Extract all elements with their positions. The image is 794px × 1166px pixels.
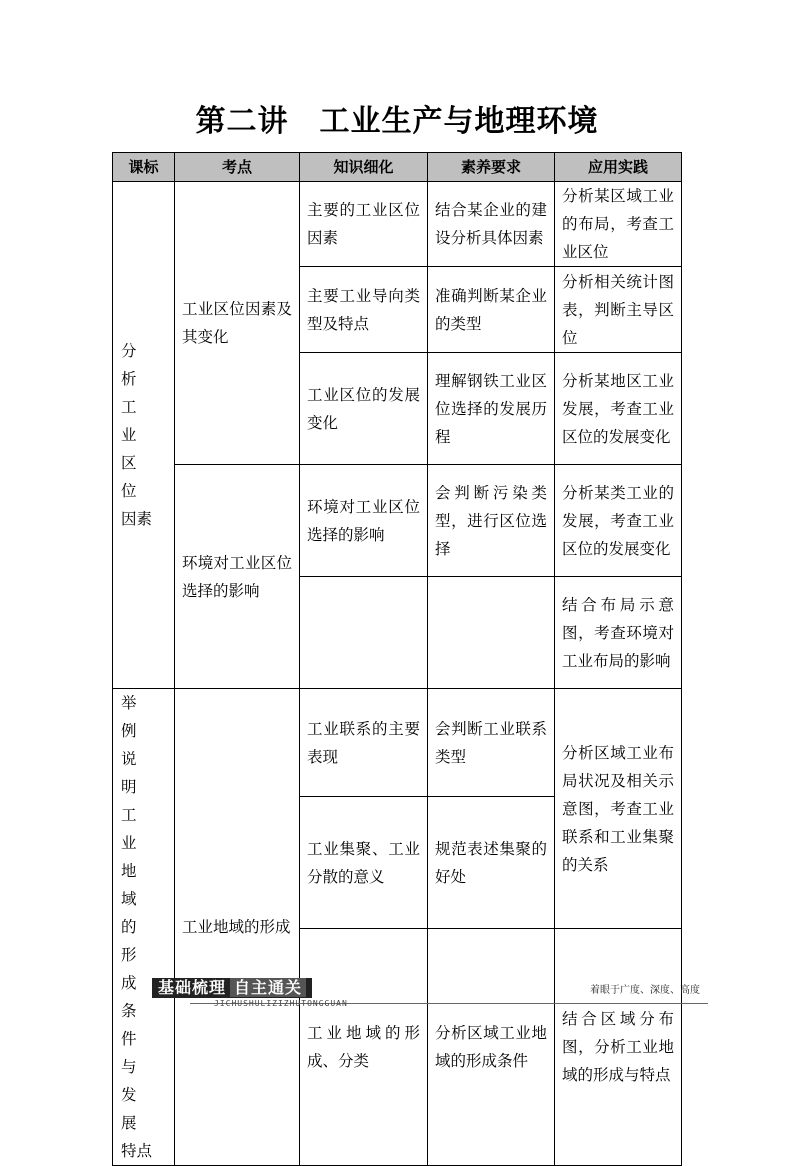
course-standard-cell: 分 析 工 业 区 位 因素	[113, 182, 175, 689]
practice-cell: 结合布局示意图，考查环境对工业布局的影响	[555, 577, 682, 689]
table-row	[113, 182, 682, 267]
literacy-cell: 准确判断某企业的类型	[428, 267, 555, 353]
header-cell: 知识细化	[300, 153, 428, 182]
banner-label	[152, 978, 312, 998]
knowledge-cell: 工业区位的发展变化	[300, 353, 428, 465]
exam-point-cell: 环境对工业区位选择的影响	[175, 465, 300, 689]
literacy-cell: 分析区域工业地域的形成条件	[428, 929, 555, 1166]
practice-cell: 分析某地区工业发展，考查工业区位的发展变化	[555, 353, 682, 465]
knowledge-cell: 工业联系的主要表现	[300, 689, 428, 797]
table-row	[113, 689, 682, 797]
practice-cell: 分析某类工业的发展，考查工业区位的发展变化	[555, 465, 682, 577]
literacy-cell: 会判断污染类型，进行区位选择	[428, 465, 555, 577]
knowledge-cell	[300, 577, 428, 689]
literacy-cell	[428, 577, 555, 689]
literacy-cell: 会判断工业联系类型	[428, 689, 555, 797]
practice-cell: 结合区域分布图，分析工业地域的形成与特点	[555, 929, 682, 1166]
knowledge-cell: 工业地域的形成、分类	[300, 929, 428, 1166]
banner-main-text: 基础梳理	[158, 978, 227, 997]
banner-sub-text: 自主通关	[230, 978, 306, 997]
header-cell: 考点	[175, 153, 300, 182]
page-title: 第二讲 工业生产与地理环境	[195, 104, 599, 139]
header-cell: 素养要求	[428, 153, 555, 182]
practice-cell: 分析某区域工业的布局，考查工业区位	[555, 182, 682, 267]
section-banner	[152, 976, 708, 1008]
header-cell: 课标	[113, 153, 175, 182]
practice-cell: 分析区域工业布局状况及相关示意图，考查工业联系和工业集聚的关系	[555, 689, 682, 929]
literacy-cell: 理解钢铁工业区位选择的发展历程	[428, 353, 555, 465]
banner-pinyin: JICHUSHULIZIZHUTONGGUAN	[214, 999, 348, 1008]
knowledge-cell: 主要的工业区位因素	[300, 182, 428, 267]
banner-slogan: 着眼于广度、深度、高度	[590, 985, 700, 996]
knowledge-cell: 环境对工业区位选择的影响	[300, 465, 428, 577]
table-row	[113, 465, 682, 577]
syllabus-table	[112, 152, 682, 1166]
literacy-cell: 规范表述集聚的好处	[428, 797, 555, 929]
table-header-row	[113, 153, 682, 182]
course-standard-cell: 举 例 说 明 工 业 地 域 的 形 成 条 件 与 发 展 特点	[113, 689, 175, 1166]
knowledge-cell: 主要工业导向类型及特点	[300, 267, 428, 353]
exam-point-cell: 工业地域的形成	[175, 689, 300, 1166]
practice-cell: 分析相关统计图表，判断主导区位	[555, 267, 682, 353]
knowledge-cell: 工业集聚、工业分散的意义	[300, 797, 428, 929]
exam-point-cell: 工业区位因素及其变化	[175, 182, 300, 465]
header-cell: 应用实践	[555, 153, 682, 182]
literacy-cell: 结合某企业的建设分析具体因素	[428, 182, 555, 267]
